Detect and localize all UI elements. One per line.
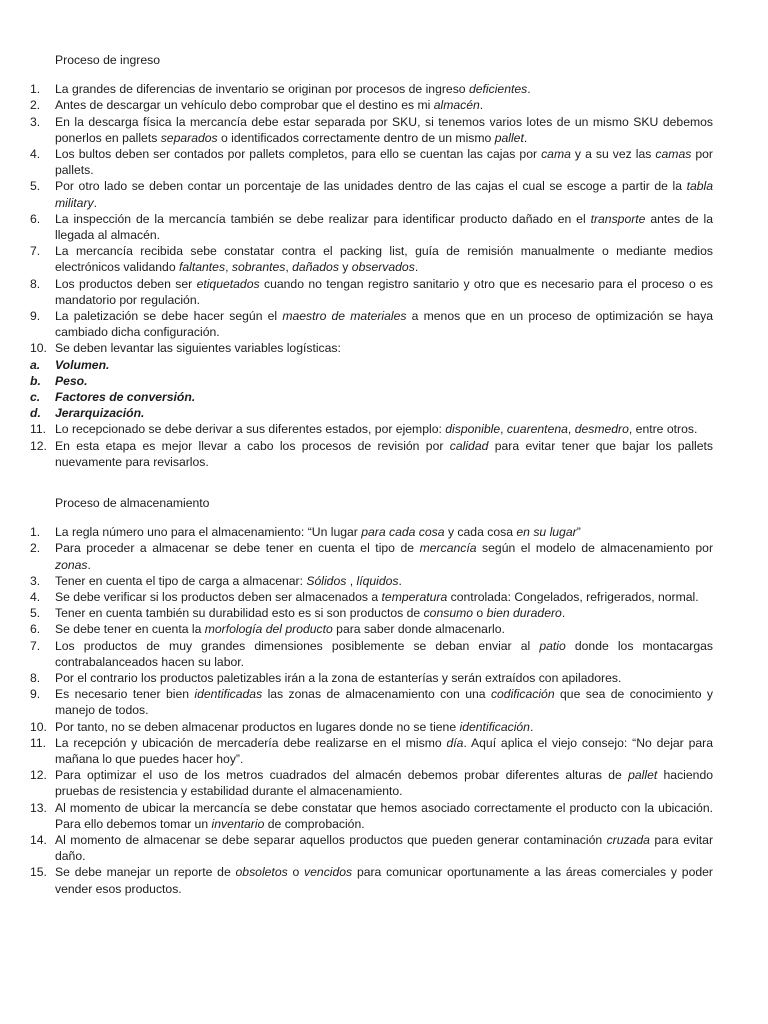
- list-item-text: Se deben levantar las siguientes variables logísticas:: [55, 341, 341, 356]
- list-item-text: La regla número uno para el almacenamiento: “Un lugar para cada cosa y cada cosa en su lugar”: [55, 525, 581, 540]
- list-item-number: 7.: [30, 244, 41, 259]
- list-item-number: b.: [30, 373, 41, 388]
- list-item-text: Antes de descargar un vehículo debo comprobar que el destino es mi almacén.: [55, 98, 484, 113]
- list-item-number: a.: [30, 357, 41, 372]
- list-item-number: 6.: [30, 211, 41, 226]
- list-item: [0, 243, 768, 275]
- list-item-text: Peso.: [55, 373, 88, 388]
- list-item: [0, 719, 768, 735]
- list-item-number: 6.: [30, 622, 41, 637]
- list-item-text: En esta etapa es mejor llevar a cabo los procesos de revisión por calidad para evitar tener que bajar los pallets nuevamente para revisarlos.: [55, 438, 713, 469]
- list-item: [0, 211, 768, 243]
- list-item-number: 12.: [30, 438, 47, 453]
- section-proceso-de-ingreso: [0, 52, 768, 470]
- list-item-number: 1.: [30, 525, 41, 540]
- section-proceso-de-almacenamiento: [0, 495, 768, 897]
- list-item: [0, 864, 768, 896]
- list-item-number: 10.: [30, 719, 47, 734]
- list-item-number: 12.: [30, 768, 47, 783]
- list-item-text: Por tanto, no se deben almacenar productos en lugares donde no se tiene identificación.: [55, 719, 534, 734]
- list-item: [0, 81, 768, 97]
- list-item-text: Tener en cuenta el tipo de carga a almacenar: Sólidos , líquidos.: [55, 573, 402, 588]
- list-item-text: Por otro lado se deben contar un porcentaje de las unidades dentro de las cajas el cual se escoge a partir de la tabla military.: [55, 179, 713, 210]
- list-item-text: Jerarquización.: [55, 406, 145, 421]
- list-item-text: La mercancía recibida sebe constatar contra el packing list, guía de remisión manualmente o mediante medios electrónicos validando faltantes, sobrantes, dañados y observados.: [55, 244, 713, 275]
- list-item: [0, 276, 768, 308]
- list-item-text: Los productos de muy grandes dimensiones posiblemente se deban enviar al patio donde los montacargas contrabalanceados hacen su labor.: [55, 638, 713, 669]
- list-item: [0, 308, 768, 340]
- list-item: [0, 540, 768, 572]
- list-item: [0, 438, 768, 470]
- list-item-number: 2.: [30, 98, 41, 113]
- list-item-text: Se debe tener en cuenta la morfología del producto para saber donde almacenarlo.: [55, 622, 505, 637]
- list-item: [0, 621, 768, 637]
- list-item-number: 9.: [30, 309, 41, 324]
- list-item: [0, 832, 768, 864]
- list-item-text: Se debe manejar un reporte de obsoletos o vencidos para comunicar oportunamente a las áreas comerciales y poder vender esos productos.: [55, 865, 713, 896]
- list-item-number: 8.: [30, 671, 41, 686]
- list-item-number: 3.: [30, 573, 41, 588]
- section-heading: Proceso de ingreso: [55, 53, 161, 67]
- list-item-number: 4.: [30, 147, 41, 162]
- list-item: [0, 638, 768, 670]
- list-item-number: 2.: [30, 541, 41, 556]
- list-item: [0, 340, 768, 356]
- list-item: [0, 800, 768, 832]
- list-item: [0, 686, 768, 718]
- list-item-number: 13.: [30, 800, 47, 815]
- list-item-number: 10.: [30, 341, 47, 356]
- list-item: [0, 573, 768, 589]
- list-item-text: Lo recepcionado se debe derivar a sus diferentes estados, por ejemplo: disponible, cuarentena, desmedro, entre otros.: [55, 422, 698, 437]
- list-item-number: 9.: [30, 687, 41, 702]
- list-item-text: La paletización se debe hacer según el maestro de materiales a menos que en un proceso de optimización se haya cambiado dicha configuración.: [55, 309, 713, 340]
- list-item-number: 3.: [30, 114, 41, 129]
- list-item-number: 11.: [30, 422, 47, 437]
- sub-list-item: [0, 405, 768, 421]
- list-item: [0, 146, 768, 178]
- list-item-text: Tener en cuenta también su durabilidad esto es si son productos de consumo o bien duradero.: [55, 606, 566, 621]
- list-item: [0, 767, 768, 799]
- list-item-number: d.: [30, 406, 41, 421]
- list-item-text: Los bultos deben ser contados por pallets completos, para ello se cuentan las cajas por cama y a su vez las camas por pallets.: [55, 147, 713, 178]
- list-item-text: La recepción y ubicación de mercadería debe realizarse en el mismo día. Aquí aplica el viejo consejo: “No dejar para mañana lo que puedes hacer hoy”.: [55, 735, 713, 767]
- list-item: [0, 114, 768, 146]
- list-item-number: 1.: [30, 82, 41, 97]
- list-item-text: Para optimizar el uso de los metros cuadrados del almacén debemos probar diferentes alturas de pallet haciendo pruebas de resistencia y estabilidad durante el almacenamiento.: [55, 768, 713, 799]
- list-item: [0, 670, 768, 686]
- list-item: [0, 97, 768, 113]
- list-item-text: La grandes de diferencias de inventario se originan por procesos de ingreso deficientes.: [55, 82, 531, 97]
- list-item-number: c.: [30, 390, 41, 405]
- sub-list-item: [0, 389, 768, 405]
- list-item: [0, 605, 768, 621]
- numbered-list: [0, 524, 768, 897]
- list-item-text: La inspección de la mercancía también se debe realizar para identificar producto dañado en el transporte antes de la llegada al almacén.: [55, 211, 714, 243]
- list-item-text: Por el contrario los productos paletizables irán a la zona de estanterías y serán extraídos con apiladores.: [55, 671, 622, 686]
- list-item-text: Es necesario tener bien identificadas las zonas de almacenamiento con una codificación que sea de conocimiento y manejo de todos.: [55, 687, 713, 718]
- list-item-text: Se debe verificar si los productos deben ser almacenados a temperatura controlada: Congelados, refrigerados, normal.: [55, 590, 699, 605]
- list-item-number: 4.: [30, 590, 41, 605]
- list-item-number: 5.: [30, 606, 41, 621]
- sub-list-item: [0, 373, 768, 389]
- list-item: [0, 735, 768, 767]
- numbered-list: [0, 81, 768, 470]
- list-item-text: Para proceder a almacenar se debe tener en cuenta el tipo de mercancía según el modelo de almacenamiento por zonas.: [55, 541, 714, 572]
- list-item-number: 5.: [30, 179, 41, 194]
- list-item: [0, 589, 768, 605]
- list-item: [0, 524, 768, 540]
- section-heading: Proceso de almacenamiento: [55, 496, 210, 510]
- list-item-number: 8.: [30, 276, 41, 291]
- list-item-text: En la descarga física la mercancía debe estar separada por SKU, si tenemos varios lotes de un mismo SKU debemos ponerlos en pallets separados o identificados correctamente dentro de un mismo pallet.: [55, 114, 713, 145]
- list-item-number: 15.: [30, 865, 47, 880]
- list-item-text: Al momento de ubicar la mercancía se debe constatar que hemos asociado correctamente el producto con la ubicación. Para ello debemos tomar un inventario de comprobación.: [55, 800, 713, 831]
- list-item-number: 11.: [30, 735, 47, 750]
- list-item-number: 14.: [30, 833, 47, 848]
- sub-list-item: [0, 357, 768, 373]
- list-item-text: Volumen.: [55, 357, 110, 372]
- list-item-number: 7.: [30, 638, 41, 653]
- list-item-text: Los productos deben ser etiquetados cuando no tengan registro sanitario y otro que es necesario para el proceso o es mandatorio por regulación.: [55, 276, 713, 307]
- list-item: [0, 178, 768, 210]
- list-item-text: Factores de conversión.: [55, 390, 196, 405]
- list-item-text: Al momento de almacenar se debe separar aquellos productos que pueden generar contaminación cruzada para evitar daño.: [55, 833, 714, 864]
- list-item: [0, 421, 768, 437]
